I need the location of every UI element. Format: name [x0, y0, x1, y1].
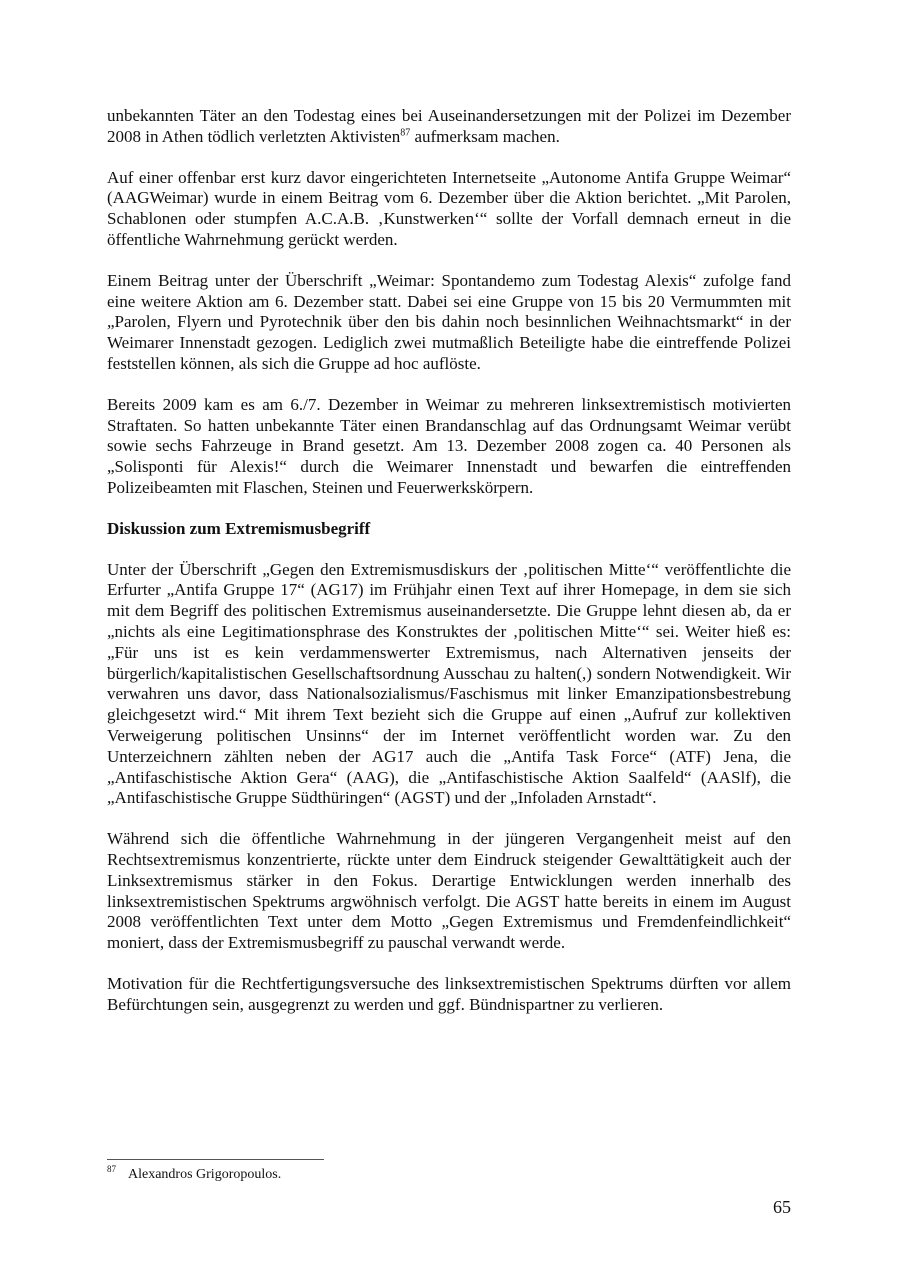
footnote-reference[interactable]: 87 — [400, 127, 411, 139]
paragraph-2: Auf einer offenbar erst kurz davor eingerichteten Internetseite „Autonome Antifa Gruppe Weimar“ (AAGWeimar) wurde in einem Beitrag vom 6. Dezember über die Aktion berichtet. „Mit Parolen, Schablonen oder stumpfen A.C.A.B. ‚Kunstwerken‘“ sollte der Vorfall demnach erneut in die öffentliche Wahrnehmung gerückt werden. — [107, 167, 791, 249]
page-number: 65 — [773, 1197, 791, 1217]
footnote-mark: 87 — [107, 1164, 116, 1175]
paragraph-1 — [107, 106, 791, 148]
section-heading: Diskussion zum Extremismusbegriff — [107, 518, 371, 538]
footnote-text: Alexandros Grigoropoulos. — [128, 1167, 282, 1182]
paragraph-3: Einem Beitrag unter der Überschrift „Weimar: Spontandemo zum Todestag Alexis“ zufolge fand eine weitere Aktion am 6. Dezember statt. Dabei sei eine Gruppe von 15 bis 20 Vermummten mit „Parolen, Flyern und Pyrotechnik über den bis dahin noch besinnlichen Weihnachtsmarkt“ in der Weimarer Innenstadt gezogen. Lediglich zwei mutmaßlich Beteiligte habe die eintreffende Polizei feststellen können, als sich die Gruppe ad hoc auflöste. — [107, 270, 791, 373]
document-body — [107, 106, 791, 1035]
paragraph-4: Bereits 2009 kam es am 6./7. Dezember in Weimar zu mehreren linksextremistisch motivierten Straftaten. So hatten unbekannte Täter einen Brandanschlag auf das Ordnungsamt Weimar verübt sowie sechs Fahrzeuge in Brand gesetzt. Am 13. Dezember 2008 zogen ca. 40 Personen als „Solisponti für Alexis!“ durch die Weimarer Innenstadt und bewarfen die eintreffenden Polizeibeamten mit Flaschen, Steinen und Feuerwerkskörpern. — [107, 394, 791, 497]
footnote — [107, 1166, 281, 1184]
paragraph-1-text-end: aufmerksam machen. — [410, 126, 560, 146]
paragraph-1-text: unbekannten Täter an den Todestag eines bei Auseinandersetzungen mit der Polizei im Dezember 2008 in Athen tödlich verletzten Aktivisten — [107, 106, 791, 146]
footnote-divider — [107, 1159, 324, 1160]
paragraph-6: Während sich die öffentliche Wahrnehmung in der jüngeren Vergangenheit meist auf den Rechtsextremismus konzentrierte, rückte unter dem Eindruck steigender Gewalttätigkeit auch der Linksextremismus stärker in den Fokus. Derartige Entwicklungen werden innerhalb des linksextremistischen Spektrums argwöhnisch verfolgt. Die AGST hatte bereits in einem im August 2008 veröffentlichten Text unter dem Motto „Gegen Extremismus und Fremdenfeindlichkeit“ moniert, dass der Extremismusbegriff zu pauschal verwandt werde. — [107, 829, 791, 953]
paragraph-5: Unter der Überschrift „Gegen den Extremismusdiskurs der ‚politischen Mitte‘“ veröffentlichte die Erfurter „Antifa Gruppe 17“ (AG17) im Frühjahr einen Text auf ihrer Homepage, in dem sie sich mit dem Begriff des politischen Extremismus auseinandersetzte. Die Gruppe lehnt diesen ab, da er „nichts als eine Legitimationsphrase des Konstruktes der ‚politischen Mitte‘“ sei. Weiter hieß es: „Für uns ist es kein verdammenswerter Extremismus, nach Alternativen jenseits der bürgerlich/kapitalistischen Gesellschaftsordnung Ausschau zu halten(,) sondern Notwendigkeit. Wir verwahren uns davor, dass Nationalsozialismus/Faschismus mit linker Emanzipationsbestrebung gleichgesetzt wird.“ Mit ihrem Text bezieht sich die Gruppe auf einen „Aufruf zur kollektiven Verweigerung politischen Unsinns“ der im Internet veröffentlicht worden war. Zu den Unterzeichnern zählten neben der AG17 auch die „Antifa Task Force“ (ATF) Jena, die „Antifaschistische Aktion Gera“ (AAG), die „Antifaschistische Aktion Saalfeld“ (AASlf), die „Antifaschistische Gruppe Südthüringen“ (AGST) und der „Infoladen Arnstadt“. — [107, 559, 791, 808]
paragraph-7: Motivation für die Rechtfertigungsversuche des linksextremistischen Spektrums dürften vor allem Befürchtungen sein, ausgegrenzt zu werden und ggf. Bündnispartner zu verlieren. — [107, 973, 791, 1014]
